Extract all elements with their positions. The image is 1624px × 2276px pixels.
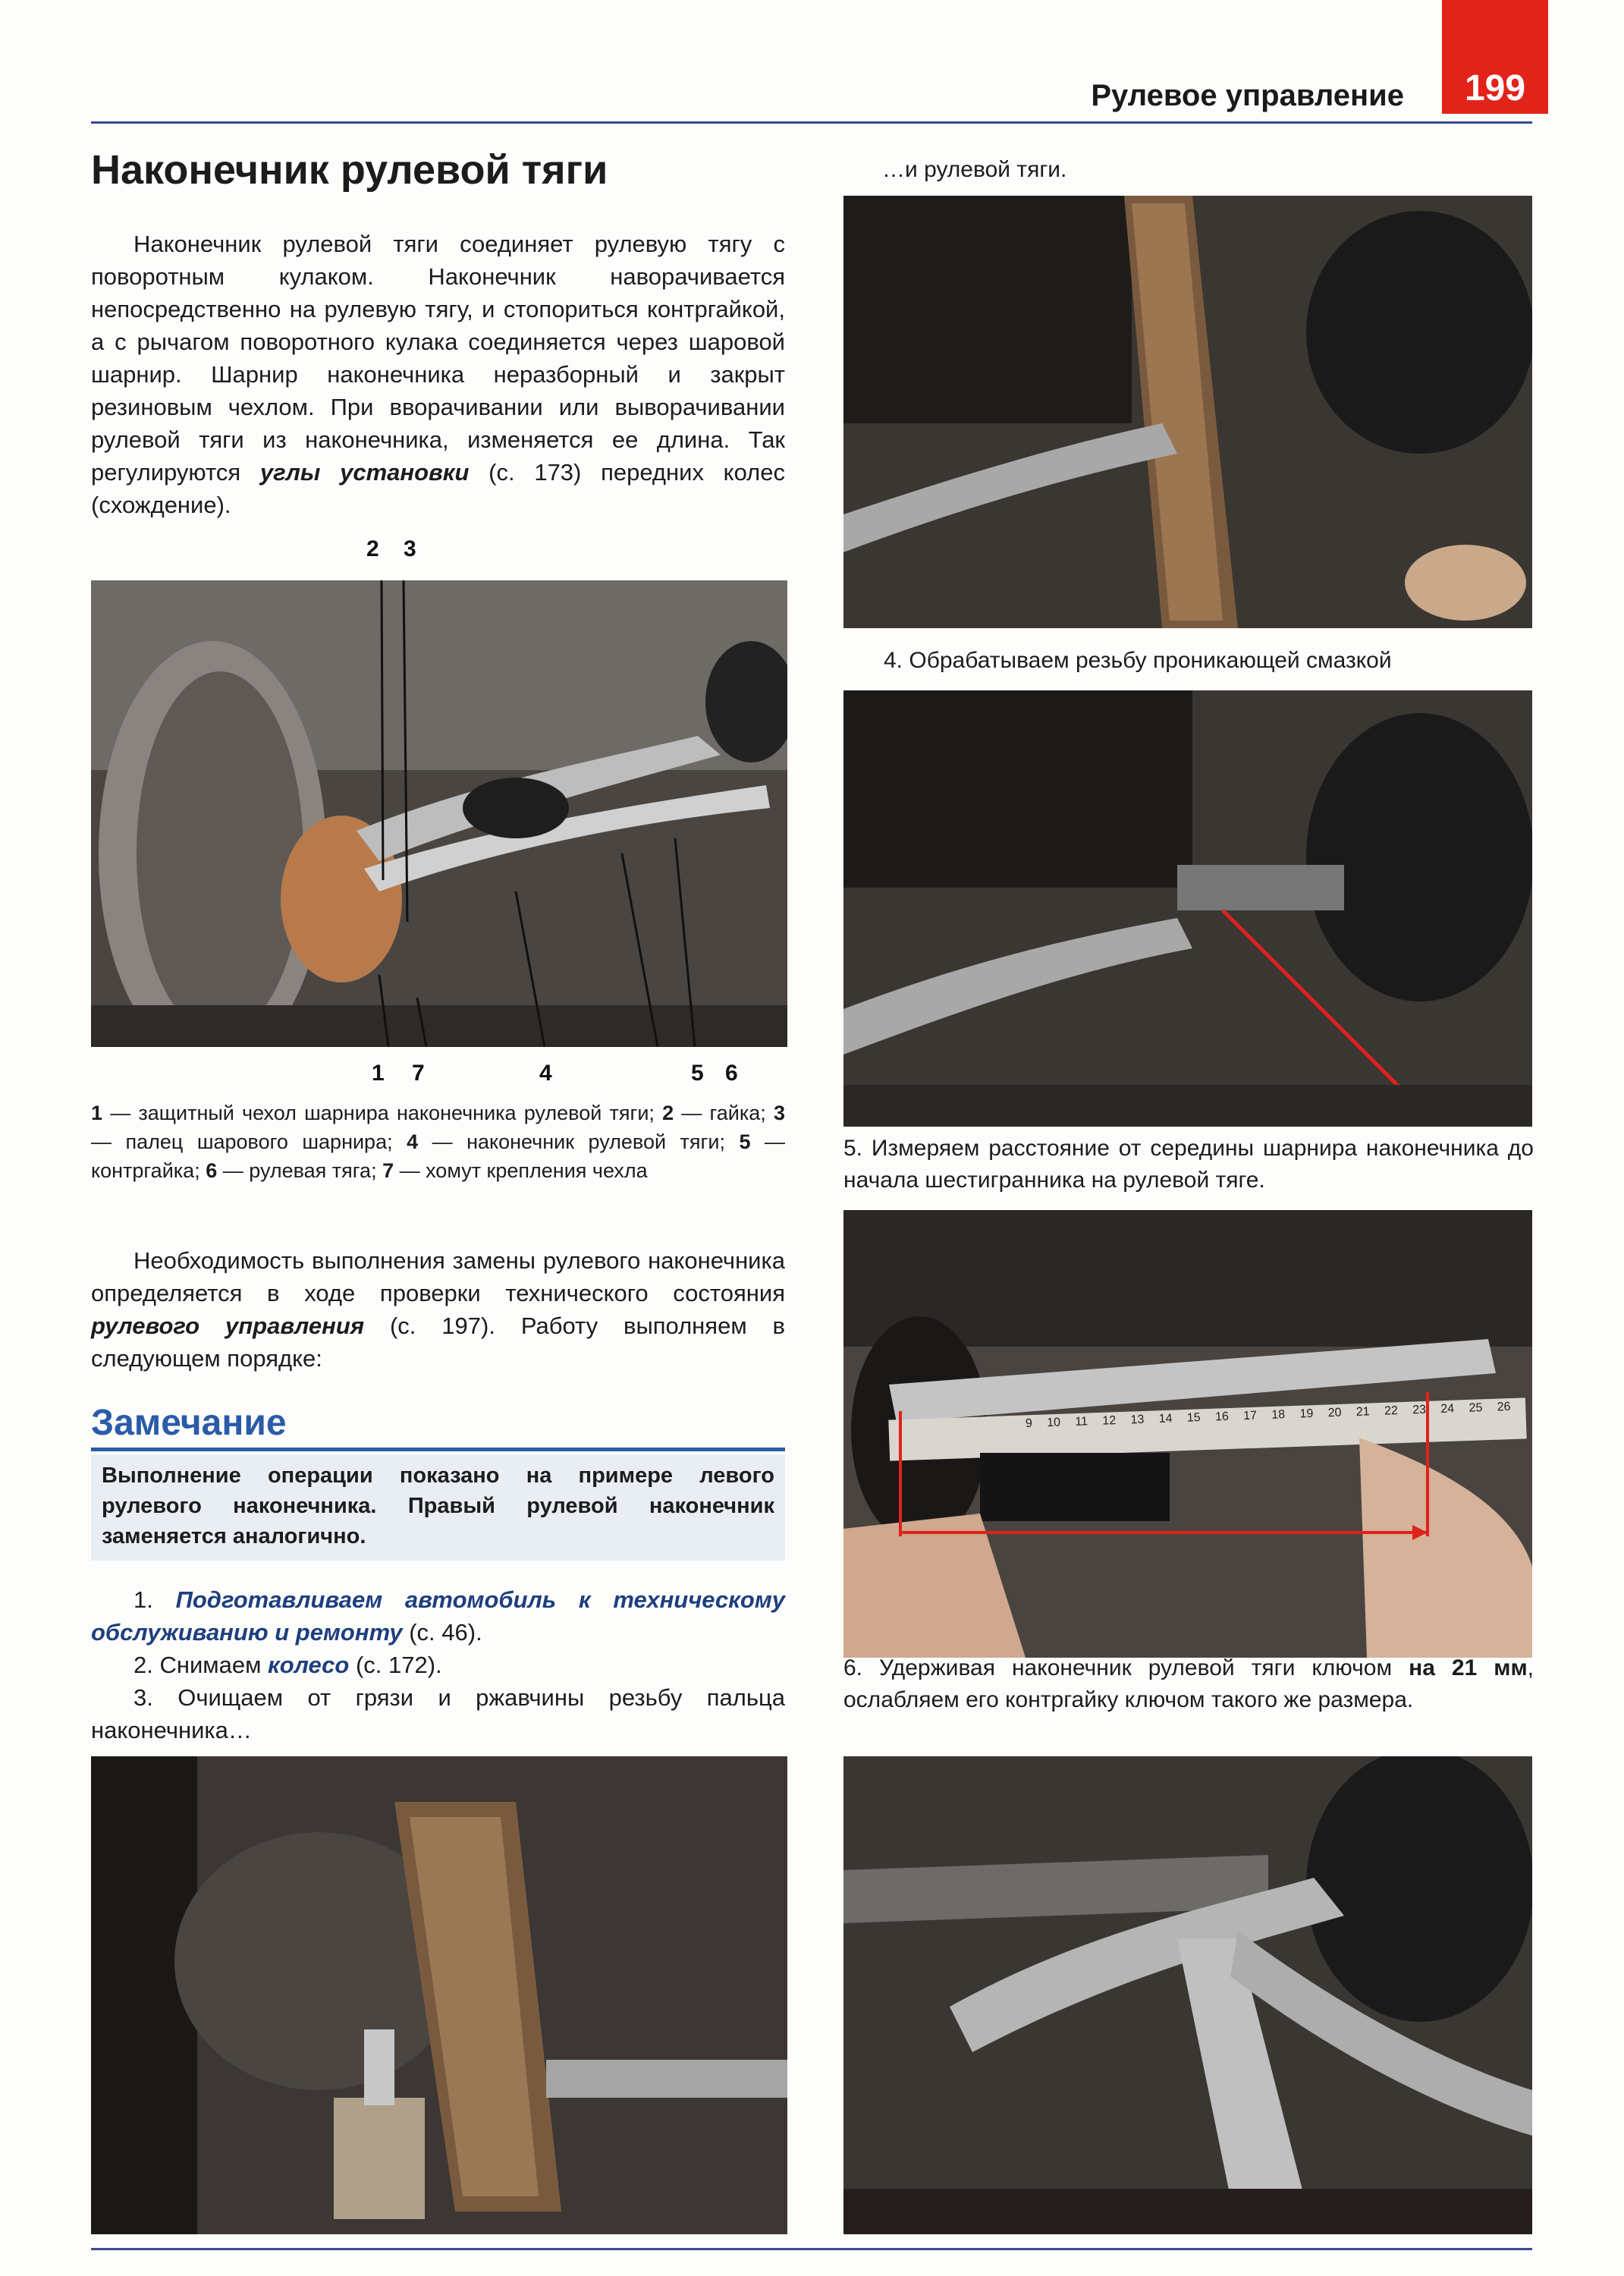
ruler-tick: 23 [1412, 1403, 1427, 1417]
photo-brush-tie-rod [843, 196, 1532, 628]
step-2-tail: (с. 172). [349, 1652, 442, 1678]
legend-num-4: 4 [407, 1130, 419, 1153]
callout-3-top: 3 [404, 536, 416, 561]
legend-num-7: 7 [382, 1159, 394, 1182]
left-column [91, 148, 785, 521]
callout-7-bottom: 7 [412, 1061, 425, 1086]
caption-step-6 [843, 1652, 1534, 1716]
legend-item-6: — рулевая тяга; [217, 1159, 383, 1182]
ruler-tick: 16 [1214, 1410, 1230, 1424]
step-2-lead: 2. Снимаем [134, 1652, 269, 1678]
legend-num-5: 5 [739, 1130, 751, 1153]
ruler-tick: 12 [1102, 1414, 1117, 1428]
legend-item-7: — хомут крепления чехла [394, 1159, 648, 1182]
ruler-tick: 25 [1469, 1401, 1483, 1415]
ruler-tick: 18 [1271, 1408, 1286, 1422]
footer-rule [91, 2248, 1532, 2250]
para2-lead: Необходимость выполнения замены рулевого наконечника определяется в ходе проверки технического состояния [91, 1247, 785, 1306]
photo-measure-ruler [843, 1210, 1532, 1658]
para2-tail: (с. 197). Работу выполняем в следующем порядке: [91, 1312, 785, 1372]
ruler-tick: 19 [1299, 1407, 1314, 1421]
page-number: 199 [1442, 0, 1548, 114]
callout-2-top: 2 [366, 536, 379, 561]
caption-step-6-lead: 6. Удерживая наконечник рулевой тяги ключом [843, 1655, 1409, 1680]
photo-lubricant-spray-art [843, 690, 1532, 1127]
photo-brush-ball-joint-art [91, 1756, 787, 2234]
legend-item-5: — контргайка; [91, 1130, 785, 1182]
photo-wrench-locknut [843, 1756, 1532, 2234]
ruler-tick: 10 [1046, 1416, 1061, 1430]
photo-wrench-locknut-art [843, 1756, 1532, 2234]
caption-tie-rod: …и рулевой тяги. [882, 157, 1067, 182]
intro-lead: Наконечник рулевой тяги соединяет рулевую тягу с поворотным кулаком. Наконечник наворачивается непосредственно на рулевую тягу, и стопориться контргайкой, а с рычагом поворотного кулака соединяется через шаровой шарнир. Шарнир наконечника неразборный и закрыт резиновым чехлом. При вворачивании или выворачивании рулевой тяги из наконечника, изменяется ее длина. Так регулируются [91, 231, 785, 486]
intro-paragraph [91, 228, 785, 521]
legend-text [91, 1099, 785, 1185]
ruler-tick: 9 [1025, 1416, 1033, 1431]
legend-num-6: 6 [206, 1159, 218, 1182]
diagram-photo [91, 580, 787, 1047]
caption-step-5: 5. Измеряем расстояние от середины шарнира наконечника до начала шестигранника на рулевой тяге. [843, 1136, 1534, 1193]
ruler-tick: 22 [1384, 1404, 1399, 1418]
ruler-tick: 13 [1130, 1413, 1145, 1427]
ruler-tick: 24 [1440, 1402, 1455, 1416]
legend-num-2: 2 [662, 1102, 674, 1124]
callout-1-bottom: 1 [372, 1061, 385, 1086]
legend-item-2: — гайка; [674, 1102, 774, 1124]
step-2 [91, 1649, 785, 1681]
diagram-photo-art [91, 580, 787, 1047]
step-1-tail: (с. 46). [402, 1619, 482, 1646]
note-title: Замечание [91, 1403, 287, 1443]
ruler-tick: 20 [1327, 1406, 1342, 1420]
legend-item-3: — палец шарового шарнира; [91, 1130, 407, 1153]
ruler-tick: 17 [1242, 1409, 1258, 1423]
step-1 [91, 1583, 785, 1649]
procedure-block [91, 1244, 785, 1746]
photo-brush-ball-joint [91, 1756, 787, 2234]
step-1-lead: 1. [134, 1586, 176, 1613]
diagram-legend [91, 1099, 785, 1185]
legend-num-1: 1 [91, 1102, 103, 1124]
header-section-title: Рулевое управление [1091, 79, 1404, 112]
legend-item-4: — наконечник рулевой тяги; [418, 1130, 740, 1153]
callout-4-bottom: 4 [539, 1061, 552, 1086]
ruler-tick: 26 [1497, 1400, 1511, 1414]
caption-step-6-size: на 21 мм [1409, 1655, 1528, 1680]
article-title: Наконечник рулевой тяги [91, 147, 608, 193]
photo-lubricant-spray [843, 690, 1532, 1127]
legend-num-3: 3 [773, 1102, 785, 1124]
callout-6-bottom: 6 [725, 1061, 738, 1086]
caption-step-4: 4. Обрабатываем резьбу проникающей смазкой [884, 648, 1392, 673]
link-wheel[interactable]: колесо [268, 1652, 350, 1678]
link-steering-check[interactable]: рулевого управления [91, 1312, 365, 1339]
legend-item-1: — защитный чехол шарнира наконечника рулевой тяги; [102, 1102, 663, 1124]
ruler-tick: 14 [1158, 1412, 1173, 1426]
para-procedure-intro [91, 1244, 785, 1375]
caption-step-6-tail: , ослабляем его контргайку ключом такого же размера. [843, 1655, 1534, 1712]
link-prepare-car[interactable]: Подготавливаем автомобиль к техническому обслуживанию и ремонту [91, 1586, 785, 1646]
ruler-tick: 15 [1186, 1411, 1201, 1425]
header-rule [91, 121, 1532, 124]
ruler-tick: 21 [1355, 1405, 1370, 1419]
step-3: 3. Очищаем от грязи и ржавчины резьбу пальца наконечника… [91, 1684, 785, 1743]
link-wheel-alignment[interactable]: углы установки [259, 459, 470, 486]
note-rule [91, 1448, 785, 1451]
intro-tail: (с. 173) передних колес (схождение). [91, 459, 785, 519]
photo-brush-tie-rod-art [843, 196, 1532, 628]
ruler-tick: 11 [1075, 1415, 1088, 1429]
note-box: Выполнение операции показано на примере левого рулевого наконечника. Правый рулевой наконечник заменяется аналогично. [91, 1454, 785, 1561]
callout-5-bottom: 5 [691, 1061, 704, 1086]
